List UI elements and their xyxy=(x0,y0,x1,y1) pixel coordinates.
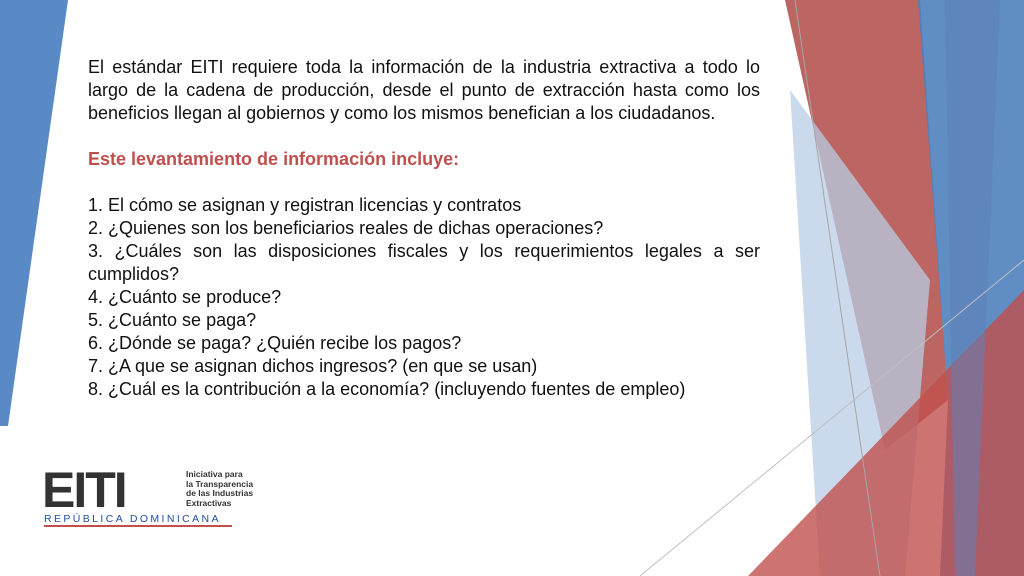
eiti-logo-country: REPÚBLICA DOMINICANA xyxy=(44,513,221,525)
section-heading: Este levantamiento de información incluye: xyxy=(88,149,460,169)
eiti-logo-underline xyxy=(44,525,232,527)
main-content xyxy=(88,56,760,401)
eiti-logo-tagline xyxy=(186,470,296,508)
info-list xyxy=(88,194,760,401)
list-item: 5. ¿Cuánto se paga? xyxy=(88,310,257,330)
list-item: 7. ¿A que se asignan dichos ingresos? (en que se usan) xyxy=(88,356,538,376)
tagline-line: de las Industrias xyxy=(186,488,254,498)
list-item: 6. ¿Dónde se paga? ¿Quién recibe los pagos? xyxy=(88,333,462,353)
list-item: 4. ¿Cuánto se produce? xyxy=(88,287,282,307)
tagline-line: la Transparencia xyxy=(186,478,254,489)
tagline-line: Iniciativa para xyxy=(186,469,243,479)
eiti-logo-mark: EITI xyxy=(42,462,126,518)
left-blue-band xyxy=(0,0,68,426)
list-item: 8. ¿Cuál es la contribución a la economía? (incluyendo fuentes de empleo) xyxy=(88,379,686,399)
list-item: 1. El cómo se asignan y registran licencias y contratos xyxy=(88,195,522,215)
list-item: 3. ¿Cuáles son las disposiciones fiscales y los requerimientos legales a ser cumplidos? xyxy=(88,241,760,284)
eiti-logo xyxy=(42,462,292,528)
tagline-line: Extractivas xyxy=(186,497,232,508)
intro-paragraph: El estándar EITI requiere toda la información de la industria extractiva a todo lo largo de la cadena de producción, desde el punto de extracción hasta como los beneficios llegan al gobiernos y como los mismos benefician a los ciudadanos. xyxy=(88,57,760,123)
list-item: 2. ¿Quienes son los beneficiarios reales de dichas operaciones? xyxy=(88,218,604,238)
